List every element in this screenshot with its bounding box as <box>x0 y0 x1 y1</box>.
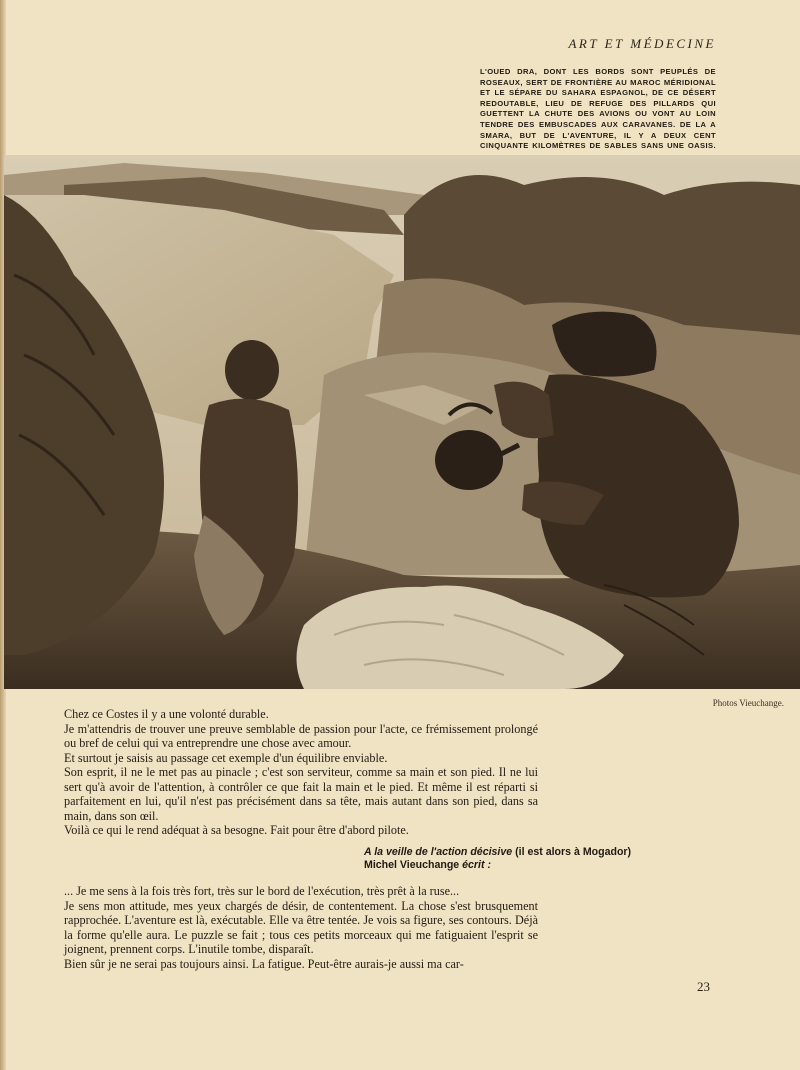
heading-line-1 <box>364 846 714 859</box>
paragraph: Bien sûr je ne serai pas toujours ainsi. La fatigue. Peut-être aurais-je aussi ma car- <box>64 956 464 971</box>
photo-illustration <box>4 155 800 689</box>
paragraph: Je sens mon attitude, mes yeux chargés de désir, de contentement. La chose s'est brusquement rapprochée. L'aventure est là, exécutable. Elle va être tentée. Je vois sa figure, ses contours. Déjà la forme qu'elle aura. Le puzzle se fait ; tous ces petits morceaux qui me fatiguaient l'esprit se joignent, prennent corps. L'inutile tombe, disparaît. <box>64 898 538 956</box>
article-text-2 <box>64 884 538 971</box>
heading-main: A la veille de l'action décisive <box>364 846 513 858</box>
article-text-1 <box>64 707 538 838</box>
heading-paren: (il est alors à Mogador) <box>515 846 632 858</box>
photo-credit: Photos Vieuchange. <box>712 698 784 708</box>
section-title: ART ET MÉDECINE <box>568 36 716 51</box>
heading-line-2 <box>364 859 714 872</box>
paragraph: ... Je me sens à la fois très fort, très sur le bord de l'exécution, très prêt à la ruse... <box>64 884 460 898</box>
paragraph: Je m'attendris de trouver une preuve semblable de passion pour l'acte, ce frémissement prolongé ou bref de celui qui va entreprendre une chose avec amour. <box>64 721 538 750</box>
paragraph: Son esprit, il ne le met pas au pinacle ; c'est son serviteur, comme sa main et son pied. Il ne lui sert qu'à avoir de l'attention, à contrôler ce que fait la main et le pied. Et même il est réparti si parfaitement en lui, qu'il n'est pas précisément dans sa tête, mais autant dans son pied, dans sa main, dans son œil. <box>64 765 538 823</box>
page-number: 23 <box>697 979 710 994</box>
paragraph: Chez ce Costes il y a une volonté durable. <box>64 707 269 721</box>
heading-verb: écrit : <box>462 859 491 871</box>
heading-author: Michel Vieuchange <box>364 859 460 871</box>
paragraph: Et surtout je saisis au passage cet exemple d'un équilibre enviable. <box>64 750 388 765</box>
paragraph: Voilà ce qui le rend adéquat à sa besogne. Fait pour être d'abord pilote. <box>64 823 409 837</box>
photo-caption: L'OUED DRA, DONT LES BORDS SONT PEUPLÉS DE ROSEAUX, SERT DE FRONTIÈRE AU MAROC MÉRIDIONAL ET LE SÉPARE DU SAHARA ESPAGNOL, DE CE DÉSERT REDOUTABLE, LIEU DE REFUGE DES PILLARDS QUI GUETTENT LA CHUTE DES AVIONS OU VONT AU LOIN TENDRE DES EMBUSCADES AUX CARAVANES. DE LA A SMARA, BUT DE L'AVENTURE, IL Y A DEUX CENT CINQUANTE KILOMÈTRES DE SABLES SANS UNE OASIS. <box>480 67 716 151</box>
quote-heading <box>364 846 714 872</box>
photograph <box>4 155 800 689</box>
